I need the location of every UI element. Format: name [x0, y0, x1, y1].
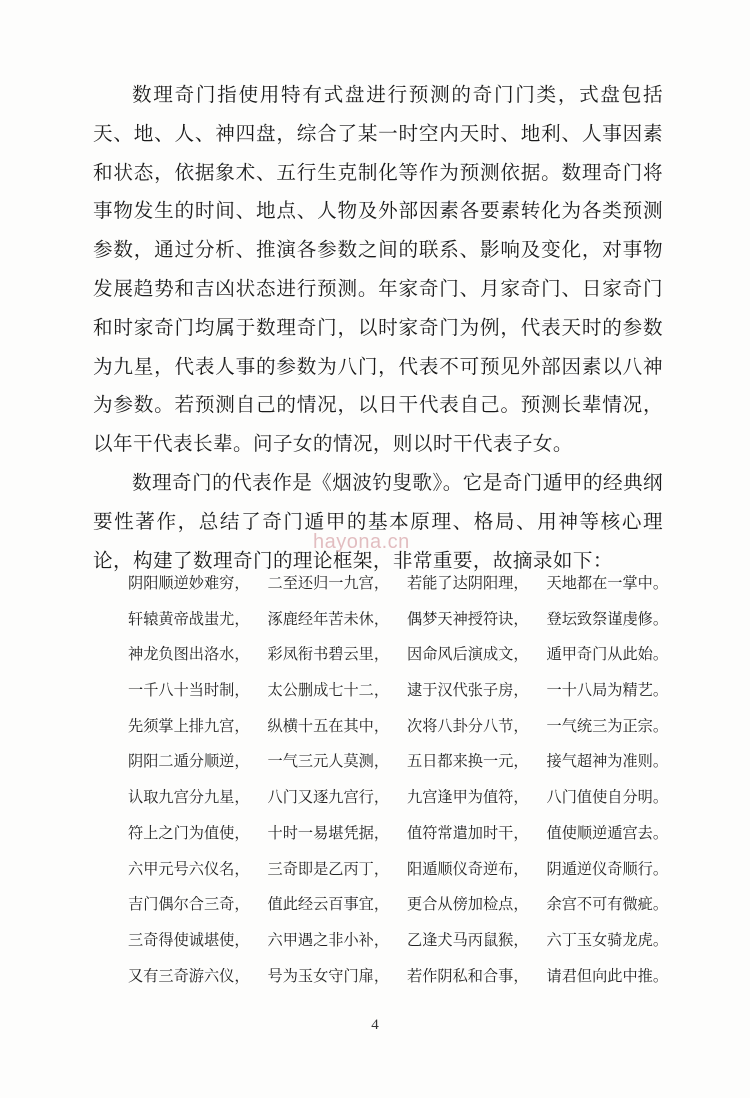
verse-phrase: 吉门偶尔合三奇， — [128, 895, 250, 914]
verse-phrase: 值此经云百事宜， — [267, 895, 389, 914]
verse-phrase: 次将八卦分八节， — [407, 716, 529, 735]
verse-line — [128, 566, 668, 602]
verse-phrase: 十时一易堪凭据， — [267, 823, 389, 842]
verse-line — [128, 602, 668, 638]
verse-phrase: 阳遁顺仪奇逆布， — [407, 859, 529, 878]
verse-phrase: 遁甲奇门从此始。 — [546, 645, 668, 664]
verse-line — [128, 816, 668, 852]
verse-phrase: 一千八十当时制， — [128, 681, 250, 700]
verse-phrase: 二至还归一九宫， — [267, 574, 389, 592]
verse-line — [128, 852, 668, 888]
verse-phrase: 乙逢犬马丙鼠猴， — [407, 930, 529, 949]
verse-phrase: 余宫不可有微疵。 — [546, 895, 668, 914]
verse-phrase: 若能了达阴阳理， — [407, 574, 529, 592]
verse-phrase: 若作阴私和合事， — [407, 966, 529, 985]
verse-phrase: 纵横十五在其中， — [267, 716, 389, 735]
verse-line — [128, 637, 668, 673]
verse-phrase: 因命风后演成文， — [407, 645, 529, 664]
verse-phrase: 偶梦天神授符诀， — [407, 609, 529, 628]
paragraph-intro: 数理奇门指使用特有式盘进行预测的奇门门类，式盘包括天、地、人、神四盘，综合了某一时空内天时、地利、人事因素和状态，依据象术、五行生克制化等作为预测依据。数理奇门将事物发生的时间、地点、人物及外部因素各要素转化为各类预测参数，通过分析、推演各参数之间的联系、影响及变化，对事物发展趋势和吉凶状态进行预测。年家奇门、月家奇门、日家奇门和时家奇门均属于数理奇门，以时家奇门为例，代表天时的参数为九星，代表人事的参数为八门，代表不可预见外部因素以八神为参数。若预测自己的情况，以日干代表自己。预测长辈情况，以年干代表长辈。问子女的情况，则以时干代表子女。 — [93, 83, 663, 456]
verse-phrase: 值使顺逆遁宫去。 — [546, 823, 668, 842]
verse-phrase: 符上之门为值使， — [128, 823, 250, 842]
verse-phrase: 八门值使自分明。 — [546, 788, 668, 807]
verse-phrase: 登坛致祭谨虔修。 — [546, 609, 668, 628]
verse-phrase: 阴阳顺逆妙难穷， — [128, 574, 250, 592]
verse-phrase: 又有三奇游六仪， — [128, 966, 250, 985]
verse-phrase: 太公删成七十二， — [267, 681, 389, 700]
verse-phrase: 值符常遣加时干， — [407, 823, 529, 842]
verse-phrase: 神龙负图出洛水， — [128, 645, 250, 664]
verse-phrase: 六甲遇之非小补， — [267, 930, 389, 949]
page-number: 4 — [371, 1017, 379, 1033]
verse-phrase: 九宫逢甲为值符， — [407, 788, 529, 807]
verse-phrase: 彩凤衔书碧云里， — [267, 645, 389, 664]
verse-phrase: 五日都来换一元， — [407, 752, 529, 771]
watermark-text: hayona.cn — [313, 531, 410, 553]
verse-phrase: 六丁玉女骑龙虎。 — [546, 930, 668, 949]
verse-phrase: 认取九宫分九星， — [128, 788, 250, 807]
body-text — [93, 76, 663, 580]
verse-phrase: 三奇即是乙丙丁， — [267, 859, 389, 878]
verse-line — [128, 744, 668, 780]
verse-line — [128, 673, 668, 709]
verse-phrase: 三奇得使诚堪使， — [128, 930, 250, 949]
verse-phrase: 八门又逐九宫行， — [267, 788, 389, 807]
verse-line — [128, 709, 668, 745]
verse-phrase: 先须掌上排九宫， — [128, 716, 250, 735]
verse-line — [128, 887, 668, 923]
verse-phrase: 阴遁逆仪奇顺行。 — [546, 859, 668, 878]
verse-phrase: 涿鹿经年苦未休， — [267, 609, 389, 628]
verse-phrase: 一气统三为正宗。 — [546, 716, 668, 735]
verse-line — [128, 780, 668, 816]
verse-phrase: 请君但向此中推。 — [546, 966, 668, 985]
verse-phrase: 一十八局为精艺。 — [546, 681, 668, 700]
verse-line — [128, 923, 668, 959]
verse-block — [128, 566, 668, 994]
paragraph-yanbo: 数理奇门的代表作是《烟波钓叟歌》。它是奇门遁甲的经典纲要性著作，总结了奇门遁甲的基本原理、格局、用神等核心理论，构建了数理奇门的理论框架，非常重要，故摘录如下： — [93, 470, 663, 572]
verse-phrase: 逮于汉代张子房， — [407, 681, 529, 700]
verse-phrase: 轩辕黄帝战蚩尤， — [128, 609, 250, 628]
verse-phrase: 天地都在一掌中。 — [546, 574, 668, 592]
verse-line — [128, 959, 668, 995]
verse-phrase: 阴阳二遁分顺逆， — [128, 752, 250, 771]
verse-phrase: 更合从傍加检点， — [407, 895, 529, 914]
verse-phrase: 号为玉女守门扉， — [267, 966, 389, 985]
verse-phrase: 六甲元号六仪名， — [128, 859, 250, 878]
verse-phrase: 接气超神为准则。 — [546, 752, 668, 771]
verse-phrase: 一气三元人莫测， — [267, 752, 389, 771]
